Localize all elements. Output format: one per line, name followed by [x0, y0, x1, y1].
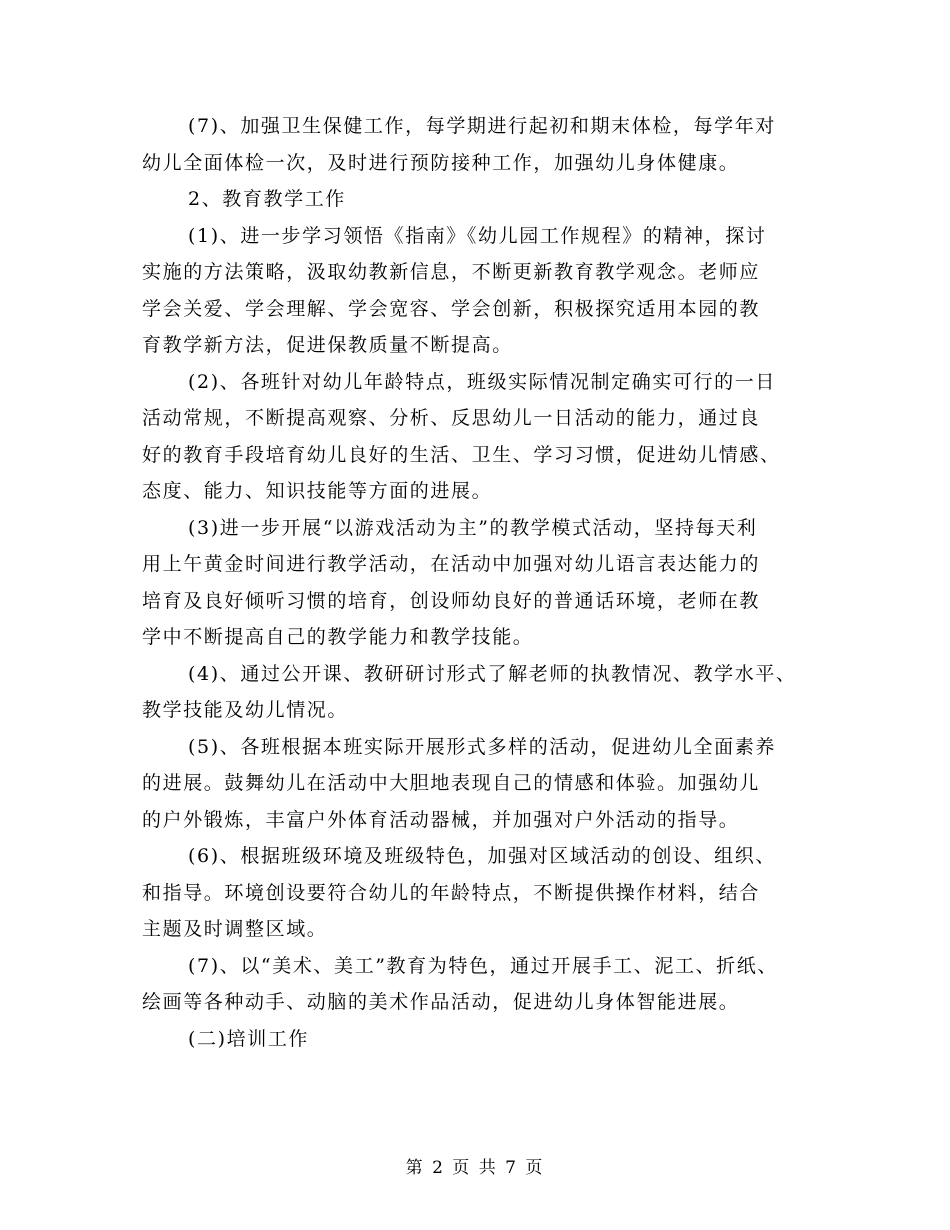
text-line: 活动常规，不断提高观察、分析、反思幼儿一日活动的能力，通过良 — [142, 407, 761, 429]
text-line: (7)、以“美术、美工”教育为特色，通过开展手工、泥工、折纸、 — [188, 954, 778, 977]
text-line: 主题及时调整区域。 — [142, 918, 328, 940]
text-line: 实施的方法策略，汲取幼教新信息，不断更新教育教学观念。老师应 — [142, 261, 761, 283]
text-line: 学中不断提高自己的教学能力和教学技能。 — [142, 626, 534, 648]
text-line: 育教学新方法，促进保教质量不断提高。 — [142, 334, 513, 356]
text-line: (3)进一步开展“以游戏活动为主”的教学模式活动，坚持每天利 — [188, 516, 758, 539]
text-line: (5)、各班根据本班实际开展形式多样的活动，促进幼儿全面素养 — [188, 735, 776, 758]
text-line: (7)、加强卫生保健工作，每学期进行起初和期末体检，每学年对 — [188, 115, 776, 137]
text-line: 教学技能及幼儿情况。 — [142, 699, 349, 721]
text-line: 幼儿全面体检一次，及时进行预防接种工作，加强幼儿身体健康。 — [142, 151, 740, 174]
text-line: (6)、根据班级环境及班级特色，加强对区域活动的创设、组织、 — [188, 845, 776, 867]
text-line: 态度、能力、知识技能等方面的进展。 — [142, 480, 493, 502]
text-line: (二)培训工作 — [188, 1027, 310, 1050]
text-line: 的户外锻炼，丰富户外体育活动器械，并加强对户外活动的指导。 — [142, 808, 740, 831]
text-line: 绘画等各种动手、动脑的美术作品活动，促进幼儿身体智能进展。 — [142, 991, 740, 1013]
text-line: 2、教育教学工作 — [188, 188, 346, 210]
text-line: 的进展。鼓舞幼儿在活动中大胆地表现自己的情感和体验。加强幼儿 — [142, 772, 761, 794]
text-line: (4)、通过公开课、教研研讨形式了解老师的执教情况、教学水平、 — [188, 662, 797, 685]
page-footer: 第 2 页 共 7 页 — [405, 1158, 545, 1178]
text-line: 和指导。环境创设要符合幼儿的年龄特点，不断提供操作材料，结合 — [142, 881, 761, 904]
text-line: (1)、进一步学习领悟《指南》《幼儿园工作规程》的精神，探讨 — [188, 224, 767, 247]
text-line: 培育及良好倾听习惯的培育，创设师幼良好的普通话环境，老师在教 — [142, 589, 761, 612]
text-line: 用上午黄金时间进行教学活动，在活动中加强对幼儿语言表达能力的 — [142, 553, 761, 575]
text-line: 学会关爱、学会理解、学会宽容、学会创新，积极探究适用本园的教 — [142, 297, 761, 320]
text-line: (2)、各班针对幼儿年龄特点，班级实际情况制定确实可行的一日 — [188, 370, 776, 393]
document-body — [142, 108, 812, 1057]
text-line: 好的教育手段培育幼儿良好的生活、卫生、学习习惯，促进幼儿情感、 — [142, 443, 781, 466]
